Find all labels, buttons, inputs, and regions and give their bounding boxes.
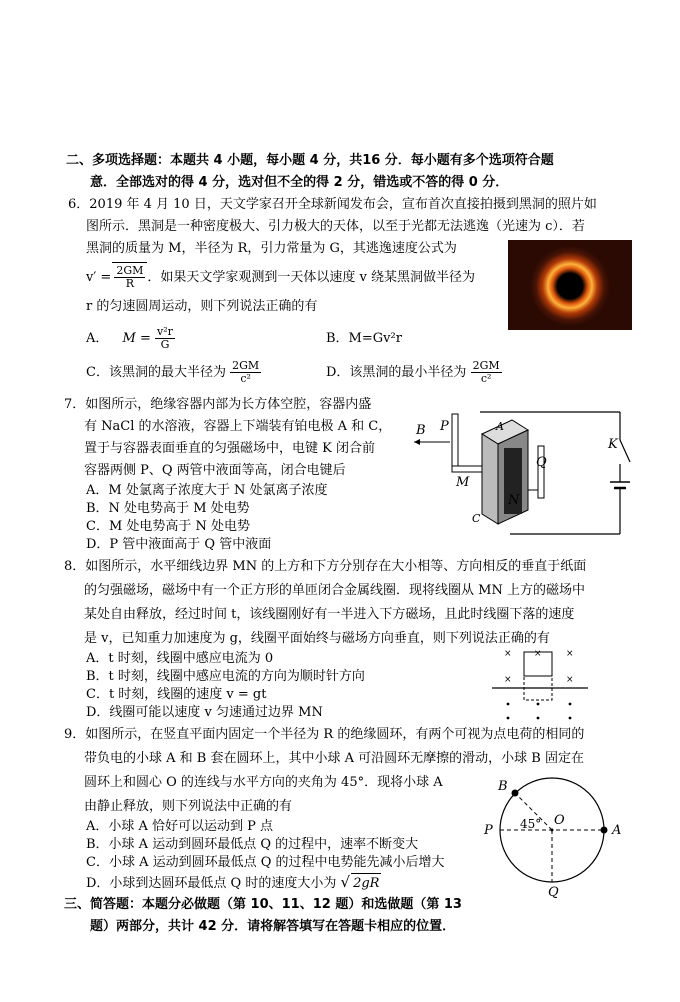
q6-option-c[interactable] (86, 358, 261, 388)
q6-option-d-text: D．该黑洞的最小半径为 (326, 365, 467, 380)
q6-option-a-label: A． (86, 331, 109, 346)
q7-option-c[interactable]: C．M 处电势高于 N 处电势 (86, 519, 251, 534)
q7-label-p: P (440, 419, 449, 434)
q6-stem-line1: 6．2019 年 4 月 10 日，天文学家召开全球新闻发布会，宣布首次直接拍摄到黑洞的照片如 (68, 197, 597, 212)
q7-label-m: M (456, 475, 470, 490)
q6-option-d[interactable] (326, 358, 502, 388)
q6-option-c-num: 2GM (232, 359, 260, 372)
section-3-heading-line2: 题）两部分，共计 42 分．请将解答填写在答题卡相应的位置． (90, 919, 456, 934)
q7-label-b: B (416, 423, 426, 438)
q7-label-q: Q (536, 455, 547, 470)
q6-formula-num: 2GM (116, 264, 144, 277)
q7-option-a[interactable]: A．M 处氯离子浓度大于 N 处氯离子浓度 (86, 483, 328, 498)
q8-stem-line3: 某处自由释放，经过时间 t，该线圈刚好有一半进入下方磁场，且此时线圈下落的速度 (84, 607, 575, 622)
q6-option-a-lhs: M = (122, 331, 151, 346)
black-hole-svg (508, 240, 632, 330)
q9-stem-line4: 由静止释放，则下列说法中正确的有 (84, 799, 293, 814)
q6-option-d-num: 2GM (472, 359, 500, 372)
q8-option-c[interactable]: C．t 时刻，线圈的速度 v = gt (86, 687, 267, 702)
q9-stem-line2: 带负电的小球 A 和 B 套在圆环上，其中小球 A 可沿圆环无摩擦的滑动，小球 B 固定在 (84, 751, 584, 766)
svg-text:×: × (504, 649, 512, 659)
q7-stem-line2: 有 NaCl 的水溶液，容器上下端装有铂电极 A 和 C， (84, 419, 392, 434)
black-hole-image (508, 240, 632, 330)
q6-option-a-den: G (160, 338, 170, 351)
q9-option-b[interactable]: B．小球 A 运动到圆环最低点 Q 的过程中，速率不断变大 (86, 837, 419, 852)
q9-label-p: P (484, 823, 493, 838)
svg-text:×: × (566, 675, 574, 685)
q9-option-d[interactable]: D．小球到达圆环最低点 Q 时的速度大小为 √ 2gR (86, 872, 381, 894)
q7-label-n: N (508, 493, 520, 508)
q6-formula-den: R (125, 277, 134, 290)
q9-label-a: A (612, 823, 622, 838)
q6-stem-line3: 黑洞的质量为 M，半径为 R，引力常量为 G，其逃逸速度公式为 (86, 241, 457, 256)
q7-label-c: C (472, 512, 481, 525)
q9-option-d-text: D．小球到达圆环最低点 Q 时的速度大小为 (86, 876, 337, 891)
q8-option-a[interactable]: A．t 时刻，线圈中感应电流为 0 (86, 651, 274, 666)
q9-option-a[interactable]: A．小球 A 恰好可以运动到 P 点 (86, 819, 274, 834)
q6-stem-line4-suffix: ．如果天文学家观测到一天体以速度 v 绕某黑洞做半径为 (147, 270, 475, 285)
q6-stem-line5: r 的匀速圆周运动，则下列说法正确的有 (86, 299, 318, 314)
q6-option-a-num: v²r (157, 325, 173, 338)
q9-figure (478, 770, 628, 898)
q8-stem-line4: 是 v，已知重力加速度为 g，线圈平面始终与磁场方向垂直，则下列说法正确的有 (84, 631, 550, 646)
svg-text:×: × (534, 649, 542, 659)
q8-option-d[interactable]: D．线圈可能以速度 v 匀速通过边界 MN (86, 705, 323, 720)
q6-option-b[interactable]: B．M=Gv²r (326, 331, 402, 346)
q6-option-c-den: c² (240, 372, 251, 385)
q8-figure (490, 646, 590, 724)
q6-option-a[interactable] (86, 322, 175, 356)
q7-figure (410, 400, 640, 540)
q6-formula-lhs: v′ = (86, 270, 112, 285)
q7-option-b[interactable]: B．N 处电势高于 M 处电势 (86, 501, 250, 516)
q9-label-q: Q (548, 885, 559, 898)
q6-stem-line2: 图所示．黑洞是一种密度极大、引力极大的天体，以至于光都无法逃逸（光速为 c）．若 (86, 219, 585, 234)
section-3-heading-line1: 三、简答题：本题分必做题（第 10、11、12 题）和选做题（第 13 (64, 897, 462, 912)
q7-stem-line1: 7．如图所示，绝缘容器内部为长方体空腔，容器内盛 (64, 397, 372, 412)
q9-option-d-radicand: 2gR (351, 873, 381, 894)
svg-text:×: × (504, 675, 512, 685)
q6-option-d-den: c² (480, 372, 492, 385)
q9-stem-line1: 9．如图所示，在竖直平面内固定一个半径为 R 的绝缘圆环，有两个可视为点电荷的相同的 (64, 727, 585, 742)
q6-option-c-text: C．该黑洞的最大半径为 (86, 365, 226, 380)
q9-label-o: O (554, 813, 565, 828)
q7-option-d[interactable]: D．P 管中液面高于 Q 管中液面 (86, 537, 272, 552)
q9-stem-line3: 圆环上和圆心 O 的连线与水平方向的夹角为 45°．现将小球 A (84, 775, 443, 790)
q7-label-a: A (496, 420, 504, 433)
q8-stem-line2: 的匀强磁场，磁场中有一个正方形的单匝闭合金属线圈．现将线圈从 MN 上方的磁场中 (84, 583, 585, 598)
q7-stem-line3: 置于与容器表面垂直的匀强磁场中，电键 K 闭合前 (84, 441, 375, 456)
q8-stem-line1: 8．如图所示，水平细线边界 MN 的上方和下方分别存在大小相等、方向相反的垂直于纸面 (64, 559, 587, 574)
section-2-heading-line1: 二、多项选择题：本题共 4 小题，每小题 4 分，共16 分．每小题有多个选项符合题 (66, 153, 554, 168)
q9-option-c[interactable]: C．小球 A 运动到圆环最低点 Q 的过程中电势能先减小后增大 (86, 855, 445, 870)
q7-label-k: K (608, 437, 618, 452)
q9-label-b: B (498, 779, 508, 794)
section-2-heading-line2: 意．全部选对的得 4 分，选对但不全的得 2 分，错选或不答的得 0 分． (90, 175, 509, 190)
q6-stem-line4 (86, 262, 475, 293)
q8-option-b[interactable]: B．t 时刻，线圈中感应电流的方向为顺时针方向 (86, 669, 365, 684)
q6-formula-sqrt (112, 262, 147, 293)
q9-label-angle: 45° (520, 817, 542, 831)
q7-stem-line4: 容器两侧 P、Q 两管中液面等高，闭合电键后 (84, 463, 346, 478)
svg-text:×: × (566, 649, 574, 659)
